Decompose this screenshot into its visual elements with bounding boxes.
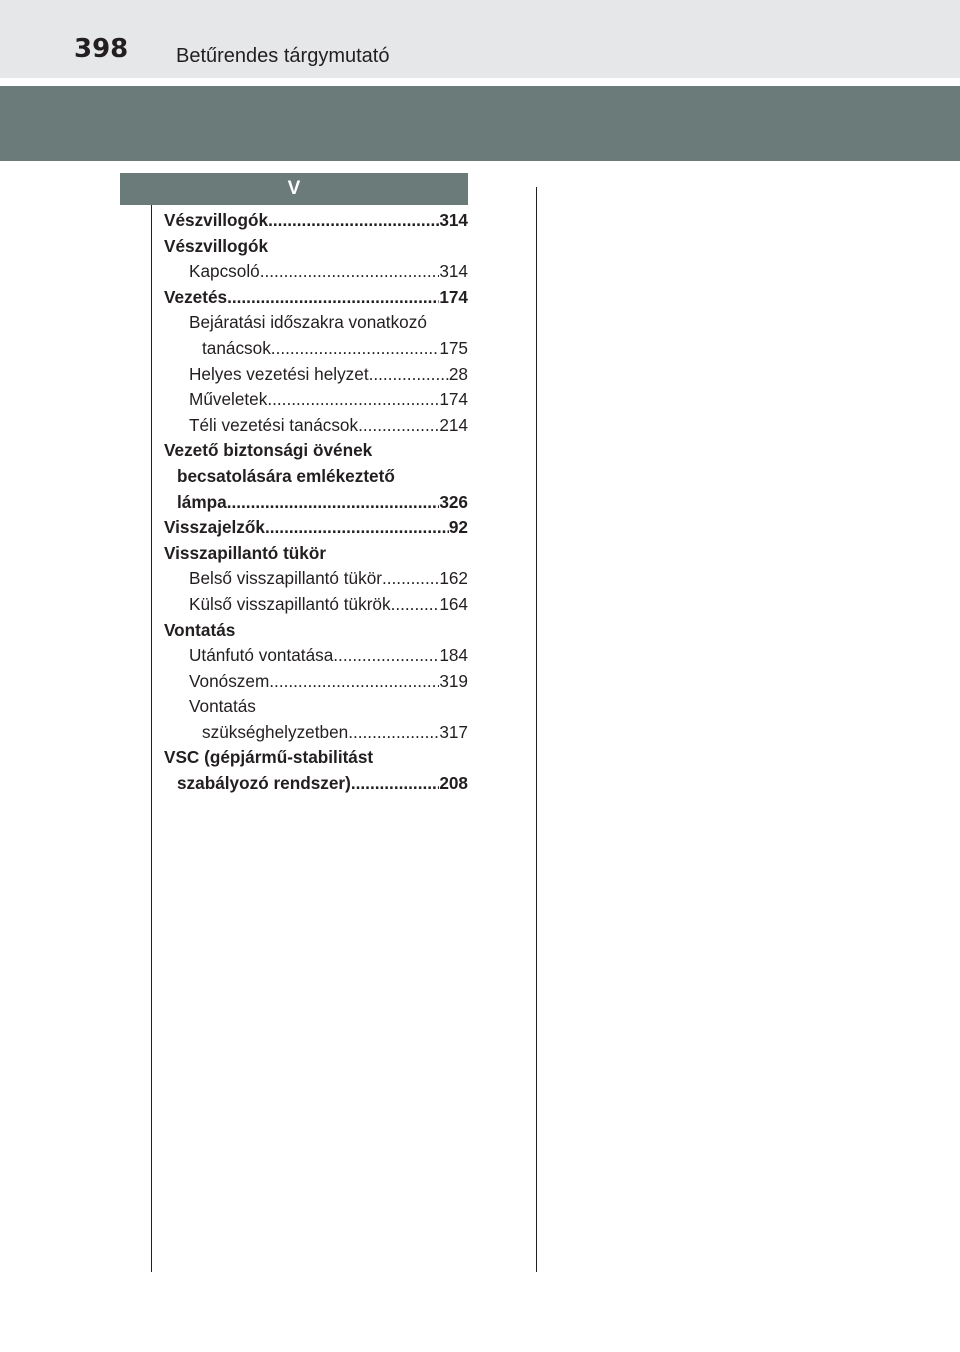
- entry-text: tanácsok: [202, 337, 271, 358]
- entry-text: Belső visszapillantó tükör: [189, 568, 382, 589]
- entry-page-number: 174: [439, 286, 468, 307]
- index-entry: [164, 259, 468, 285]
- entry-text: Helyes vezetési helyzet: [189, 363, 369, 384]
- index-entry: [164, 618, 468, 644]
- index-entry: [164, 438, 468, 464]
- page-title: Betűrendes tárgymutató: [176, 45, 390, 67]
- dot-leader: [369, 362, 449, 388]
- index-entry: [164, 541, 468, 567]
- entry-text: Vonószem: [189, 670, 270, 691]
- index-entry: [164, 336, 468, 362]
- entry-text: Vészvillogók: [164, 210, 269, 230]
- entry-page-number: 174: [439, 389, 468, 410]
- index-entries: [164, 208, 468, 797]
- dot-leader: [267, 387, 439, 413]
- entry-page-number: 314: [439, 210, 468, 230]
- dot-leader: [260, 259, 440, 285]
- entry-text: Utánfutó vontatása: [189, 645, 334, 666]
- entry-page-number: 92: [448, 517, 468, 538]
- index-entry: [164, 745, 468, 771]
- index-entry: [164, 720, 468, 746]
- index-entry: [164, 592, 468, 618]
- index-entry: [164, 771, 468, 797]
- column-divider-left: [151, 205, 152, 1272]
- entry-text: Kapcsoló: [189, 261, 260, 282]
- page-number: 398: [74, 34, 129, 64]
- entry-page-number: 214: [439, 414, 468, 435]
- index-entry: [164, 669, 468, 695]
- index-entry: [164, 490, 468, 516]
- entry-page-number: 317: [439, 721, 468, 742]
- dot-leader: [268, 208, 439, 234]
- entry-text: lámpa: [177, 491, 227, 512]
- dot-leader: [391, 592, 440, 618]
- index-entry: [164, 362, 468, 388]
- entry-text: Visszapillantó tükör: [164, 542, 327, 563]
- entry-text: szabályozó rendszer): [177, 773, 351, 794]
- entry-text: Bejáratási időszakra vonatkozó: [189, 312, 427, 333]
- entry-page-number: 326: [439, 491, 468, 512]
- dot-leader: [351, 771, 439, 797]
- index-entry: [164, 464, 468, 490]
- entry-text: Külső visszapillantó tükrök: [189, 593, 391, 614]
- dot-leader: [265, 515, 449, 541]
- entry-text: Vezető biztonsági övének: [164, 440, 373, 461]
- header-bar: [0, 0, 960, 78]
- index-entry: [164, 515, 468, 541]
- dot-leader: [382, 566, 439, 592]
- entry-text: Visszajelzők: [164, 517, 265, 538]
- index-entry: [164, 234, 468, 260]
- index-entry: [164, 643, 468, 669]
- index-entry: [164, 694, 468, 720]
- index-entry: [164, 413, 468, 439]
- entry-text: Vontatás: [164, 619, 236, 640]
- dot-leader: [227, 285, 439, 311]
- dot-leader: [348, 720, 439, 746]
- entry-text: szükséghelyzetben: [202, 721, 349, 742]
- entry-text: VSC (gépjármű-stabilitást: [164, 747, 374, 768]
- section-letter-header: V: [120, 173, 468, 205]
- index-entry: [164, 566, 468, 592]
- entry-page-number: 319: [439, 670, 468, 691]
- index-entry: [164, 310, 468, 336]
- dot-leader: [269, 669, 439, 695]
- dot-leader: [227, 490, 440, 516]
- header-band: [0, 86, 960, 161]
- entry-page-number: 162: [439, 568, 468, 589]
- column-divider-right: [536, 187, 537, 1272]
- dot-leader: [358, 413, 439, 439]
- entry-text: becsatolására emlékeztető: [177, 465, 395, 486]
- dot-leader: [333, 643, 439, 669]
- entry-page-number: 28: [448, 363, 468, 384]
- entry-text: Téli vezetési tanácsok: [189, 414, 359, 435]
- index-entry: [164, 285, 468, 311]
- entry-text: Vészvillogók: [164, 235, 269, 256]
- entry-page-number: 175: [439, 337, 468, 358]
- entry-text: Vontatás: [189, 696, 256, 717]
- dot-leader: [271, 336, 440, 362]
- entry-page-number: 314: [439, 261, 468, 282]
- index-entry: [164, 208, 468, 234]
- entry-page-number: 164: [439, 593, 468, 614]
- entry-text: Műveletek: [189, 389, 268, 410]
- entry-page-number: 184: [439, 645, 468, 666]
- entry-page-number: 208: [439, 773, 468, 794]
- index-entry: [164, 387, 468, 413]
- entry-text: Vezetés: [164, 286, 228, 307]
